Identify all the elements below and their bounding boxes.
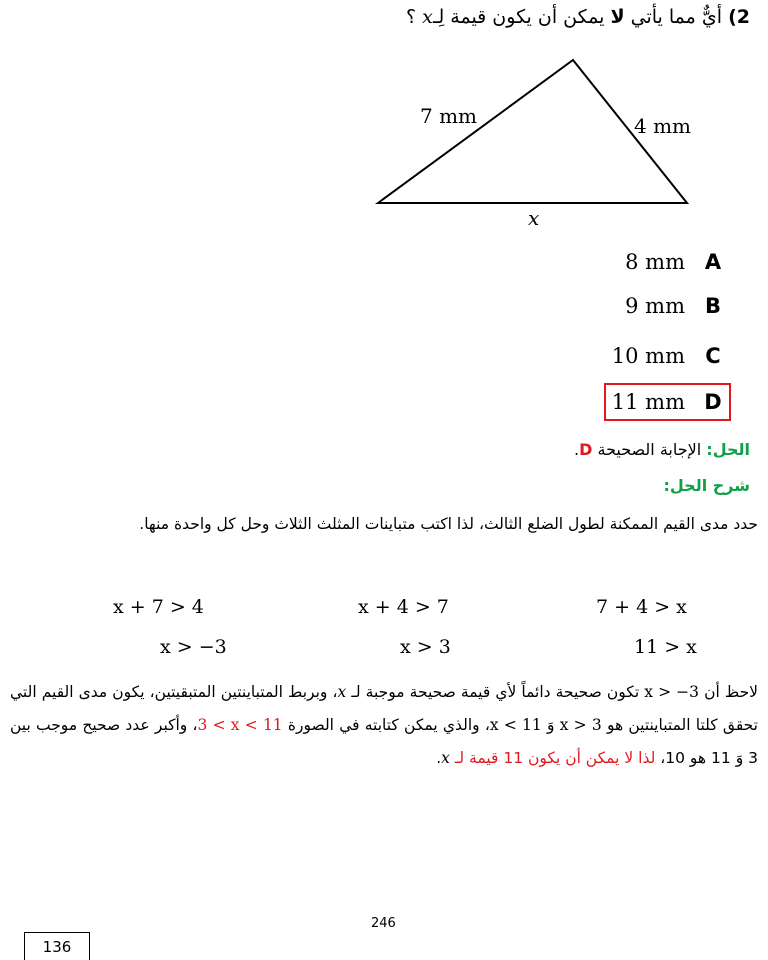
- p2-inequality-3: x < 11: [489, 716, 542, 734]
- page-box-number: 136: [24, 932, 90, 960]
- equation-row2-col1: x > −3: [160, 636, 227, 658]
- question-text-before: أيٌّ مما يأتي: [630, 6, 723, 28]
- option-d-value: 11 mm: [611, 390, 685, 414]
- solution-label: الحل:: [706, 440, 750, 459]
- p2-text-a: لاحظ أن: [704, 683, 759, 701]
- p2-and: وَ: [546, 716, 555, 734]
- equation-row2-col3: 11 > x: [634, 636, 697, 658]
- p2-inequality-1: x > −3: [644, 683, 700, 701]
- option-b-letter: B: [704, 294, 721, 318]
- solution-line: [574, 440, 750, 459]
- option-a-letter: A: [704, 250, 722, 274]
- side-label-left: 7 mm: [420, 104, 478, 128]
- question-text-end: ؟: [406, 6, 417, 28]
- explanation-paragraph-1: حدد مدى القيم الممكنة لطول الضلع الثالث، لذا اكتب متباينات المثلث الثلاث وحل كل واحدة منها.: [139, 515, 758, 533]
- option-c[interactable]: [612, 338, 723, 374]
- side-label-right: 4 mm: [634, 114, 692, 138]
- question-emphasis: لا: [610, 6, 625, 28]
- equation-row1-col2: x + 4 > 7: [358, 596, 449, 618]
- explanation-title: شرح الحل:: [663, 476, 750, 495]
- option-b[interactable]: [625, 288, 723, 324]
- option-b-value: 9 mm: [625, 294, 685, 318]
- solution-answer: D: [579, 440, 593, 459]
- explanation-paragraph-2: [10, 676, 758, 775]
- p2-text-b: تكون صحيحة دائماً لأي قيمة صحيحة موجبة لـ: [351, 683, 640, 701]
- page-number: 246: [371, 916, 396, 931]
- p2-end-variable: x: [441, 749, 450, 767]
- solution-period: .: [574, 440, 580, 459]
- p2-inequality-4: 3 < x < 11: [197, 716, 283, 734]
- solution-text: الإجابة الصحيحة: [597, 440, 702, 459]
- p2-text-d: ، والذي يمكن كتابته في الصورة: [287, 716, 490, 734]
- option-a-value: 8 mm: [625, 250, 685, 274]
- equation-row2-col2: x > 3: [400, 636, 451, 658]
- p2-text-c: ، وبربط المتباينتين المتبقيتين، يكون مدى القيم التي تحقق كلتا المتباينتين هو: [10, 683, 758, 734]
- option-a[interactable]: [625, 244, 723, 280]
- option-c-value: 10 mm: [611, 344, 685, 368]
- triangle-figure: [360, 55, 720, 235]
- p2-inequality-2: x > 3: [559, 716, 602, 734]
- side-label-bottom: x: [528, 206, 540, 230]
- question-variable: x: [422, 6, 433, 28]
- equation-row1-col3: 7 + 4 > x: [596, 596, 687, 618]
- question-text-mid: يمكن أن يكون قيمة لِـ: [432, 6, 605, 28]
- question-text: [406, 6, 750, 28]
- option-d-letter: D: [704, 390, 722, 414]
- option-c-letter: C: [705, 344, 721, 368]
- p2-text-e: ، وأكبر عدد صحيح موجب بين 3 وَ 11 هو 10،: [10, 716, 758, 767]
- question-number: 2): [728, 6, 750, 28]
- equation-row1-col1: x + 7 > 4: [113, 596, 204, 618]
- p2-variable: x: [337, 683, 347, 701]
- option-d-selected[interactable]: [604, 383, 731, 421]
- p2-conclusion: لذا لا يمكن أن يكون 11 قيمة لـ: [454, 749, 656, 767]
- p2-period: .: [436, 749, 442, 767]
